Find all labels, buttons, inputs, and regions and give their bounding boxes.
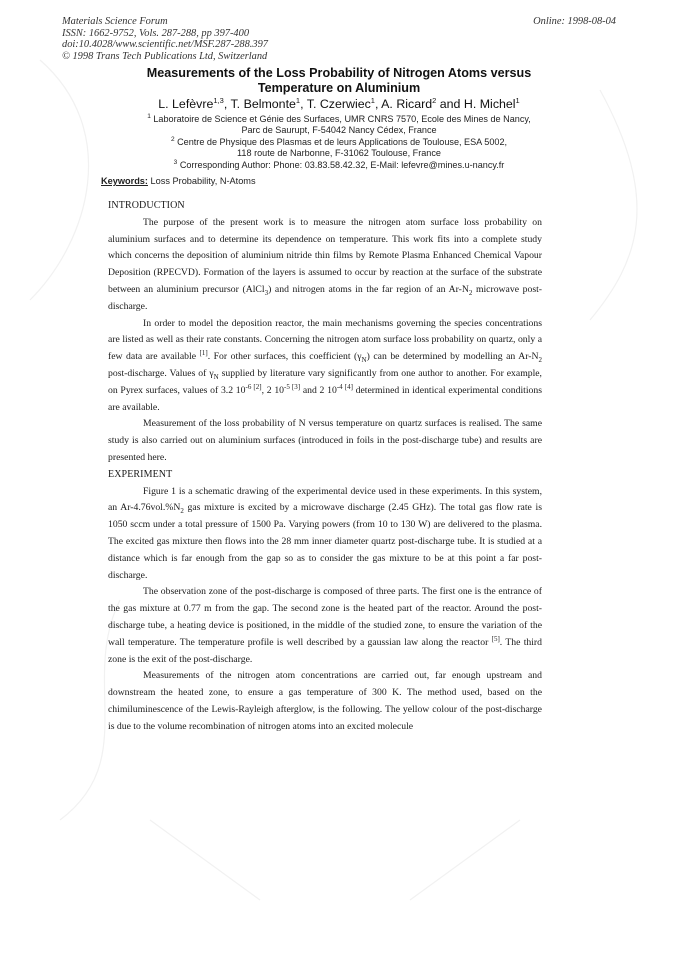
author-name: L. Lefèvre [158,97,214,112]
online-date: Online: 1998-08-04 [533,16,616,27]
section-heading-experiment: EXPERIMENT [108,468,173,480]
paper-title [100,66,578,95]
section-heading-introduction: INTRODUCTION [108,200,185,211]
citation: [3] [289,382,301,391]
intro-paragraph-3: Measurement of the loss probability of N versus temperature on quartz surfaces is realised. The same study is also carried out on aluminium surfaces (introduced in foils in the post-discharge tube) and results are presented here. [108,418,542,463]
affiliations [88,112,590,171]
citation: [4] [342,382,353,391]
citation: [2] [251,382,262,391]
author-name: T. Czerwiec [306,97,371,112]
author-affil-ref: 1,3 [213,96,224,105]
affiliation-1-address: Parc de Saurupt, F-54042 Nancy Cédex, France [241,124,437,135]
author-affil-ref: 1 [370,96,375,105]
publication-info [62,16,268,62]
intro-paragraph-1: The purpose of the present work is to measure the nitrogen atom surface loss probability on aluminium surfaces and to determine its dependence on temperature. This work fits into a complete study which concerns the deposition of aluminium nitride thin films by Remote Plasma Enhanced Chemical Vapour Deposition (RPECVD). Formation of the layers is assumed to occur by reaction at the surface of the substrate between an aluminium precursor (AlCl$_3$) and nitrogen atoms in the far region of an $Ar-N_2$ microwave post-discharge. [108,216,543,312]
title-line-1: Measurements of the Loss Probability of Nitrogen Atoms versus [146,66,532,80]
watermark-arc [590,90,637,320]
author-affil-ref: 1 [515,96,520,105]
author-name: A. Ricard [381,97,433,112]
paper-body [108,198,542,736]
citation: [1] [199,348,208,357]
keywords-label: Keywords: [101,176,148,186]
issn-line: ISSN: 1662-9752, Vols. 287-288, pp 397-400 [62,27,250,39]
title-line-2: Temperature on Aluminium [257,80,421,95]
journal-name: Materials Science Forum [62,16,168,27]
keywords [101,176,256,186]
author-affil-ref: 2 [432,96,437,105]
affiliation-2: $^2$ Centre de Physique des Plasmas et de leurs Applications de Toulouse, ESA 5002, [170,136,508,148]
experiment-paragraph-3: Measurements of the nitrogen atom concentrations are carried out, far enough upstream and downstream the heated zone, to ensure a gas temperature of 300 K. The method used, based on the chimiluminescence of the Lewis-Rayleigh afterglow, is the following. The yellow colour of the post-discharge is due to the volume recombination of nitrogen atoms into an excited molecule [108,670,542,732]
author-affil-ref: 1 [295,96,301,105]
watermark-line [410,820,520,900]
experiment-paragraph-2: The observation zone of the post-discharge is composed of three parts. The first one is the entrance of the gas mixture at 0.77 m from the gap. The second zone is the heated part of the reactor. Around the post-discharge tube, a heating device is positioned, in the middle of the studied zone, to ensure the variation of the wall temperature. The temperature profile is well described by a gaussian law along the reactor [5]. The third zone is the exit of the post-discharge. [108,586,542,665]
keywords-text: Loss Probability, N-Atoms [150,176,256,186]
experiment-paragraph-1: Figure 1 is a schematic drawing of the experimental device used in these experiments. In this system, an $Ar-4.76vol.\%N_2$ gas mixture is excited by a microwave discharge (2.45 GHz). The total gas flow rate is 1050 sccm under a total pressure of 1500 Pa. Varying powers (from 10 to 130 W) are delivered to the plasma. The excited gas mixture then flows into the 28 mm inner diameter quartz post-discharge tube. It is studied at a distance which is far enough from the gap so as to consider the gas mixture to be at this point a far post-discharge. [108,485,542,581]
author-name: T. Belmonte [230,97,296,112]
affiliation-2-address: 118 route de Narbonne, F-31062 Toulouse, France [237,147,441,158]
author-name: H. Michel [463,97,516,112]
citation: [5] [491,634,500,643]
intro-paragraph-2: In order to model the deposition reactor, the main mechanisms governing the species concentrations are listed as well as their rate constants. Concerning the nitrogen atom surface loss probability on quartz, only a few data are available [1]. For other surfaces, this coefficient $(\gamma_N)$ can be determined by modelling an $Ar-N_2$ post-discharge. Values of $\gamma_N$ supplied by literature vary significantly from one author to another. For example, on Pyrex surfaces, values of 3.2 $10^{-6}$ [2], 2 $10^{-5}$ [3] and 2 $10^{-4}$ [4] determined in identical experimental conditions are available. [108,317,542,413]
doi-link[interactable]: doi:10.4028/www.scientific.net/MSF.287-288.397 [62,39,268,51]
affiliation-1: $^1$ Laboratoire de Science et Génie des Surfaces, UMR CNRS 7570, Ecole des Mines de Nancy, [147,113,531,125]
author-conjunction: and [439,97,461,112]
watermark-line [150,820,260,900]
corresponding-author: $^3$ Corresponding Author: Phone: 03.83.58.42.32, E-Mail: lefevre@mines.u-nancy.fr [173,159,505,171]
copyright-line: © 1998 Trans Tech Publications Ltd, Switzerland [62,50,268,62]
author-list: L. Lefèvre$^{1,3}$, T. Belmonte$^1$, T. Czerwiec$^1$, A. Ricard$^2$ and H. Michel$^1$ [158,96,520,112]
